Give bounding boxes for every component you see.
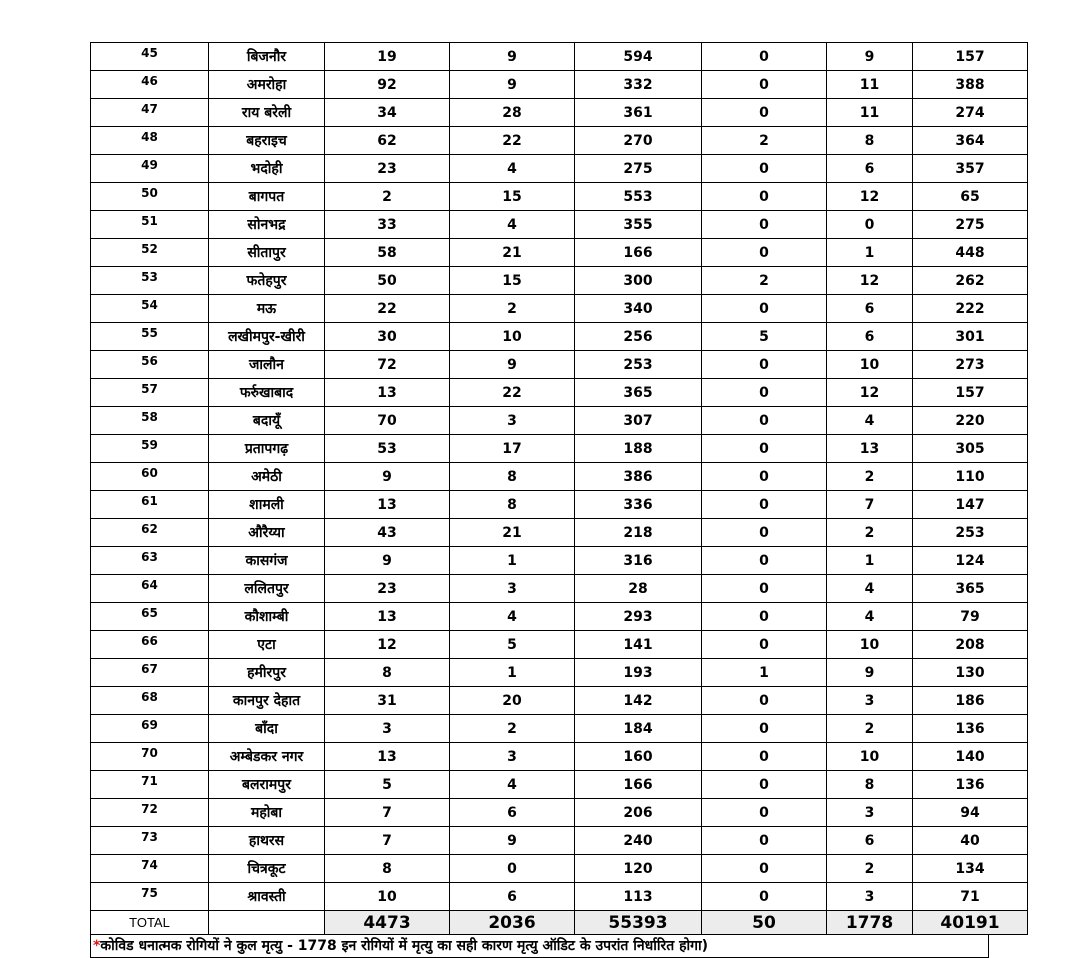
serial-number-cell: 74 xyxy=(91,855,209,883)
value-cell-3: 256 xyxy=(575,323,702,351)
value-cell-1: 13 xyxy=(325,603,450,631)
district-name-cell: बहराइच xyxy=(209,127,325,155)
total-label: TOTAL xyxy=(91,911,209,935)
district-name-cell: बागपत xyxy=(209,183,325,211)
value-cell-5: 8 xyxy=(827,771,913,799)
value-cell-3: 275 xyxy=(575,155,702,183)
value-cell-1: 13 xyxy=(325,379,450,407)
serial-number-cell: 68 xyxy=(91,687,209,715)
serial-number-cell: 65 xyxy=(91,603,209,631)
district-name-cell: औरैय्या xyxy=(209,519,325,547)
serial-number-cell: 54 xyxy=(91,295,209,323)
district-name-cell: सीतापुर xyxy=(209,239,325,267)
value-cell-1: 13 xyxy=(325,743,450,771)
district-name-cell: मऊ xyxy=(209,295,325,323)
value-cell-6: 253 xyxy=(913,519,1028,547)
value-cell-2: 21 xyxy=(450,519,575,547)
value-cell-4: 0 xyxy=(702,799,827,827)
district-data-sheet xyxy=(90,42,1000,958)
value-cell-5: 2 xyxy=(827,855,913,883)
value-cell-5: 10 xyxy=(827,631,913,659)
value-cell-6: 136 xyxy=(913,715,1028,743)
value-cell-4: 0 xyxy=(702,519,827,547)
value-cell-1: 23 xyxy=(325,155,450,183)
value-cell-4: 0 xyxy=(702,855,827,883)
serial-number-cell: 64 xyxy=(91,575,209,603)
value-cell-1: 72 xyxy=(325,351,450,379)
value-cell-5: 10 xyxy=(827,743,913,771)
serial-number-cell: 49 xyxy=(91,155,209,183)
district-name-cell: सोनभद्र xyxy=(209,211,325,239)
serial-number-cell: 60 xyxy=(91,463,209,491)
serial-number-cell: 52 xyxy=(91,239,209,267)
value-cell-4: 2 xyxy=(702,127,827,155)
value-cell-6: 40 xyxy=(913,827,1028,855)
value-cell-4: 0 xyxy=(702,575,827,603)
value-cell-2: 1 xyxy=(450,659,575,687)
table-row xyxy=(91,743,1028,771)
value-cell-4: 0 xyxy=(702,435,827,463)
value-cell-4: 0 xyxy=(702,155,827,183)
value-cell-3: 361 xyxy=(575,99,702,127)
value-cell-5: 4 xyxy=(827,575,913,603)
value-cell-1: 3 xyxy=(325,715,450,743)
value-cell-6: 262 xyxy=(913,267,1028,295)
serial-number-cell: 75 xyxy=(91,883,209,911)
value-cell-2: 3 xyxy=(450,575,575,603)
value-cell-2: 15 xyxy=(450,183,575,211)
value-cell-6: 222 xyxy=(913,295,1028,323)
district-name-cell: बिजनौर xyxy=(209,43,325,71)
value-cell-5: 3 xyxy=(827,687,913,715)
serial-number-cell: 66 xyxy=(91,631,209,659)
value-cell-3: 594 xyxy=(575,43,702,71)
value-cell-2: 9 xyxy=(450,827,575,855)
value-cell-5: 12 xyxy=(827,267,913,295)
value-cell-4: 0 xyxy=(702,463,827,491)
value-cell-1: 43 xyxy=(325,519,450,547)
table-row xyxy=(91,295,1028,323)
serial-number-cell: 67 xyxy=(91,659,209,687)
value-cell-5: 1 xyxy=(827,547,913,575)
table-body xyxy=(91,43,1028,911)
serial-number-cell: 56 xyxy=(91,351,209,379)
value-cell-1: 8 xyxy=(325,659,450,687)
value-cell-4: 0 xyxy=(702,631,827,659)
value-cell-5: 10 xyxy=(827,351,913,379)
value-cell-6: 140 xyxy=(913,743,1028,771)
total-cell-5: 1778 xyxy=(827,911,913,935)
value-cell-1: 53 xyxy=(325,435,450,463)
table-row xyxy=(91,855,1028,883)
value-cell-5: 11 xyxy=(827,71,913,99)
value-cell-1: 92 xyxy=(325,71,450,99)
value-cell-2: 5 xyxy=(450,631,575,659)
district-name-cell: राय बरेली xyxy=(209,99,325,127)
total-cell-3: 55393 xyxy=(575,911,702,935)
value-cell-6: 186 xyxy=(913,687,1028,715)
value-cell-4: 0 xyxy=(702,687,827,715)
table-row xyxy=(91,211,1028,239)
serial-number-cell: 70 xyxy=(91,743,209,771)
value-cell-5: 12 xyxy=(827,183,913,211)
table-row xyxy=(91,407,1028,435)
value-cell-5: 9 xyxy=(827,659,913,687)
district-name-cell: हाथरस xyxy=(209,827,325,855)
value-cell-3: 120 xyxy=(575,855,702,883)
total-cell-1: 4473 xyxy=(325,911,450,935)
value-cell-3: 253 xyxy=(575,351,702,379)
table-row xyxy=(91,183,1028,211)
value-cell-1: 31 xyxy=(325,687,450,715)
total-cell-4: 50 xyxy=(702,911,827,935)
value-cell-5: 4 xyxy=(827,407,913,435)
table-row xyxy=(91,351,1028,379)
value-cell-4: 5 xyxy=(702,323,827,351)
value-cell-2: 0 xyxy=(450,855,575,883)
value-cell-1: 70 xyxy=(325,407,450,435)
value-cell-5: 0 xyxy=(827,211,913,239)
value-cell-5: 3 xyxy=(827,883,913,911)
value-cell-5: 6 xyxy=(827,155,913,183)
value-cell-2: 9 xyxy=(450,43,575,71)
value-cell-2: 9 xyxy=(450,351,575,379)
value-cell-1: 9 xyxy=(325,547,450,575)
district-name-cell: बाँदा xyxy=(209,715,325,743)
value-cell-6: 94 xyxy=(913,799,1028,827)
value-cell-4: 0 xyxy=(702,407,827,435)
district-name-cell: चित्रकूट xyxy=(209,855,325,883)
district-name-cell: शामली xyxy=(209,491,325,519)
value-cell-2: 4 xyxy=(450,603,575,631)
value-cell-5: 12 xyxy=(827,379,913,407)
table-row xyxy=(91,155,1028,183)
table-row xyxy=(91,519,1028,547)
value-cell-2: 20 xyxy=(450,687,575,715)
value-cell-6: 130 xyxy=(913,659,1028,687)
serial-number-cell: 57 xyxy=(91,379,209,407)
value-cell-6: 157 xyxy=(913,43,1028,71)
value-cell-4: 0 xyxy=(702,239,827,267)
footnote xyxy=(90,935,989,958)
value-cell-5: 3 xyxy=(827,799,913,827)
value-cell-6: 124 xyxy=(913,547,1028,575)
table-row xyxy=(91,267,1028,295)
total-row xyxy=(91,911,1028,935)
district-name-cell: जालौन xyxy=(209,351,325,379)
value-cell-5: 6 xyxy=(827,827,913,855)
value-cell-4: 0 xyxy=(702,379,827,407)
value-cell-3: 142 xyxy=(575,687,702,715)
district-name-cell: अमरोहा xyxy=(209,71,325,99)
table-row xyxy=(91,463,1028,491)
value-cell-1: 13 xyxy=(325,491,450,519)
value-cell-4: 0 xyxy=(702,491,827,519)
value-cell-3: 340 xyxy=(575,295,702,323)
district-name-cell: श्रावस्ती xyxy=(209,883,325,911)
value-cell-3: 166 xyxy=(575,771,702,799)
table-row xyxy=(91,715,1028,743)
value-cell-1: 19 xyxy=(325,43,450,71)
district-name-cell: ललितपुर xyxy=(209,575,325,603)
district-name-cell: भदोही xyxy=(209,155,325,183)
value-cell-6: 157 xyxy=(913,379,1028,407)
value-cell-4: 1 xyxy=(702,659,827,687)
value-cell-3: 365 xyxy=(575,379,702,407)
value-cell-4: 0 xyxy=(702,99,827,127)
value-cell-3: 193 xyxy=(575,659,702,687)
value-cell-6: 357 xyxy=(913,155,1028,183)
value-cell-2: 9 xyxy=(450,71,575,99)
district-name-cell: अमेठी xyxy=(209,463,325,491)
total-cell-2: 2036 xyxy=(450,911,575,935)
value-cell-3: 166 xyxy=(575,239,702,267)
value-cell-5: 6 xyxy=(827,295,913,323)
district-name-cell: हमीरपुर xyxy=(209,659,325,687)
value-cell-5: 8 xyxy=(827,127,913,155)
footnote-text: कोविड धनात्मक रोगियों ने कुल मृत्यु - 1778 इन रोगियों में मृत्यु का सही कारण मृत्यु ऑडिट के उपरांत निर्धारित होगा) xyxy=(100,938,709,954)
value-cell-5: 9 xyxy=(827,43,913,71)
table-row xyxy=(91,547,1028,575)
serial-number-cell: 69 xyxy=(91,715,209,743)
district-name-cell: लखीमपुर-खीरी xyxy=(209,323,325,351)
table-row xyxy=(91,71,1028,99)
value-cell-2: 2 xyxy=(450,715,575,743)
serial-number-cell: 62 xyxy=(91,519,209,547)
value-cell-3: 218 xyxy=(575,519,702,547)
value-cell-2: 4 xyxy=(450,155,575,183)
table-row xyxy=(91,575,1028,603)
value-cell-4: 0 xyxy=(702,43,827,71)
value-cell-2: 4 xyxy=(450,211,575,239)
serial-number-cell: 48 xyxy=(91,127,209,155)
value-cell-6: 71 xyxy=(913,883,1028,911)
table-row xyxy=(91,43,1028,71)
value-cell-4: 0 xyxy=(702,351,827,379)
table-row xyxy=(91,99,1028,127)
value-cell-3: 184 xyxy=(575,715,702,743)
value-cell-6: 79 xyxy=(913,603,1028,631)
value-cell-6: 301 xyxy=(913,323,1028,351)
value-cell-2: 10 xyxy=(450,323,575,351)
district-name-cell: महोबा xyxy=(209,799,325,827)
value-cell-5: 2 xyxy=(827,715,913,743)
serial-number-cell: 45 xyxy=(91,43,209,71)
value-cell-4: 0 xyxy=(702,211,827,239)
value-cell-1: 7 xyxy=(325,799,450,827)
total-cell-6: 40191 xyxy=(913,911,1028,935)
district-name-cell: बलरामपुर xyxy=(209,771,325,799)
value-cell-6: 275 xyxy=(913,211,1028,239)
serial-number-cell: 72 xyxy=(91,799,209,827)
value-cell-1: 58 xyxy=(325,239,450,267)
value-cell-4: 2 xyxy=(702,267,827,295)
value-cell-3: 316 xyxy=(575,547,702,575)
value-cell-4: 0 xyxy=(702,71,827,99)
serial-number-cell: 71 xyxy=(91,771,209,799)
serial-number-cell: 58 xyxy=(91,407,209,435)
value-cell-4: 0 xyxy=(702,743,827,771)
value-cell-2: 15 xyxy=(450,267,575,295)
value-cell-4: 0 xyxy=(702,771,827,799)
value-cell-5: 6 xyxy=(827,323,913,351)
value-cell-1: 9 xyxy=(325,463,450,491)
value-cell-6: 110 xyxy=(913,463,1028,491)
value-cell-3: 386 xyxy=(575,463,702,491)
value-cell-4: 0 xyxy=(702,183,827,211)
serial-number-cell: 51 xyxy=(91,211,209,239)
value-cell-4: 0 xyxy=(702,295,827,323)
value-cell-2: 6 xyxy=(450,883,575,911)
value-cell-1: 34 xyxy=(325,99,450,127)
value-cell-3: 332 xyxy=(575,71,702,99)
table-row xyxy=(91,827,1028,855)
table-row xyxy=(91,435,1028,463)
value-cell-2: 3 xyxy=(450,743,575,771)
serial-number-cell: 59 xyxy=(91,435,209,463)
value-cell-1: 62 xyxy=(325,127,450,155)
value-cell-6: 220 xyxy=(913,407,1028,435)
district-table xyxy=(90,42,1028,935)
table-row xyxy=(91,659,1028,687)
value-cell-6: 274 xyxy=(913,99,1028,127)
serial-number-cell: 50 xyxy=(91,183,209,211)
value-cell-1: 30 xyxy=(325,323,450,351)
value-cell-5: 11 xyxy=(827,99,913,127)
value-cell-3: 293 xyxy=(575,603,702,631)
footnote-asterisk: * xyxy=(93,938,101,954)
table-row xyxy=(91,687,1028,715)
value-cell-2: 17 xyxy=(450,435,575,463)
value-cell-6: 448 xyxy=(913,239,1028,267)
district-name-cell: फर्रुखाबाद xyxy=(209,379,325,407)
value-cell-1: 50 xyxy=(325,267,450,295)
value-cell-3: 300 xyxy=(575,267,702,295)
table-row xyxy=(91,323,1028,351)
value-cell-1: 12 xyxy=(325,631,450,659)
table-row xyxy=(91,603,1028,631)
value-cell-2: 2 xyxy=(450,295,575,323)
district-name-cell: फतेहपुर xyxy=(209,267,325,295)
value-cell-6: 305 xyxy=(913,435,1028,463)
serial-number-cell: 53 xyxy=(91,267,209,295)
value-cell-3: 141 xyxy=(575,631,702,659)
value-cell-4: 0 xyxy=(702,827,827,855)
district-name-cell: कासगंज xyxy=(209,547,325,575)
value-cell-6: 208 xyxy=(913,631,1028,659)
table-total xyxy=(91,911,1028,935)
value-cell-3: 355 xyxy=(575,211,702,239)
value-cell-1: 33 xyxy=(325,211,450,239)
value-cell-3: 188 xyxy=(575,435,702,463)
value-cell-6: 134 xyxy=(913,855,1028,883)
table-row xyxy=(91,799,1028,827)
value-cell-4: 0 xyxy=(702,603,827,631)
table-row xyxy=(91,883,1028,911)
serial-number-cell: 47 xyxy=(91,99,209,127)
value-cell-6: 364 xyxy=(913,127,1028,155)
value-cell-5: 1 xyxy=(827,239,913,267)
value-cell-2: 21 xyxy=(450,239,575,267)
value-cell-1: 22 xyxy=(325,295,450,323)
serial-number-cell: 73 xyxy=(91,827,209,855)
value-cell-5: 7 xyxy=(827,491,913,519)
value-cell-6: 388 xyxy=(913,71,1028,99)
district-name-cell: अम्बेडकर नगर xyxy=(209,743,325,771)
serial-number-cell: 46 xyxy=(91,71,209,99)
value-cell-4: 0 xyxy=(702,547,827,575)
table-row xyxy=(91,239,1028,267)
value-cell-4: 0 xyxy=(702,715,827,743)
value-cell-2: 3 xyxy=(450,407,575,435)
table-row xyxy=(91,379,1028,407)
district-name-cell: कौशाम्बी xyxy=(209,603,325,631)
total-blank-cell xyxy=(209,911,325,935)
value-cell-2: 28 xyxy=(450,99,575,127)
value-cell-6: 147 xyxy=(913,491,1028,519)
district-name-cell: एटा xyxy=(209,631,325,659)
value-cell-3: 270 xyxy=(575,127,702,155)
value-cell-1: 5 xyxy=(325,771,450,799)
serial-number-cell: 55 xyxy=(91,323,209,351)
table-row xyxy=(91,771,1028,799)
district-name-cell: कानपुर देहात xyxy=(209,687,325,715)
table-row xyxy=(91,491,1028,519)
value-cell-3: 113 xyxy=(575,883,702,911)
serial-number-cell: 61 xyxy=(91,491,209,519)
value-cell-1: 7 xyxy=(325,827,450,855)
value-cell-5: 4 xyxy=(827,603,913,631)
district-name-cell: प्रतापगढ़ xyxy=(209,435,325,463)
value-cell-4: 0 xyxy=(702,883,827,911)
value-cell-3: 160 xyxy=(575,743,702,771)
value-cell-2: 22 xyxy=(450,379,575,407)
value-cell-2: 4 xyxy=(450,771,575,799)
value-cell-2: 6 xyxy=(450,799,575,827)
value-cell-6: 65 xyxy=(913,183,1028,211)
value-cell-1: 10 xyxy=(325,883,450,911)
serial-number-cell: 63 xyxy=(91,547,209,575)
value-cell-2: 1 xyxy=(450,547,575,575)
value-cell-1: 2 xyxy=(325,183,450,211)
value-cell-6: 273 xyxy=(913,351,1028,379)
value-cell-6: 136 xyxy=(913,771,1028,799)
value-cell-1: 23 xyxy=(325,575,450,603)
value-cell-2: 8 xyxy=(450,463,575,491)
value-cell-2: 22 xyxy=(450,127,575,155)
value-cell-3: 28 xyxy=(575,575,702,603)
table-row xyxy=(91,127,1028,155)
value-cell-3: 307 xyxy=(575,407,702,435)
value-cell-2: 8 xyxy=(450,491,575,519)
value-cell-5: 2 xyxy=(827,463,913,491)
value-cell-3: 240 xyxy=(575,827,702,855)
table-row xyxy=(91,631,1028,659)
value-cell-1: 8 xyxy=(325,855,450,883)
value-cell-3: 336 xyxy=(575,491,702,519)
value-cell-5: 13 xyxy=(827,435,913,463)
value-cell-3: 553 xyxy=(575,183,702,211)
value-cell-5: 2 xyxy=(827,519,913,547)
value-cell-3: 206 xyxy=(575,799,702,827)
district-name-cell: बदायूँ xyxy=(209,407,325,435)
value-cell-6: 365 xyxy=(913,575,1028,603)
